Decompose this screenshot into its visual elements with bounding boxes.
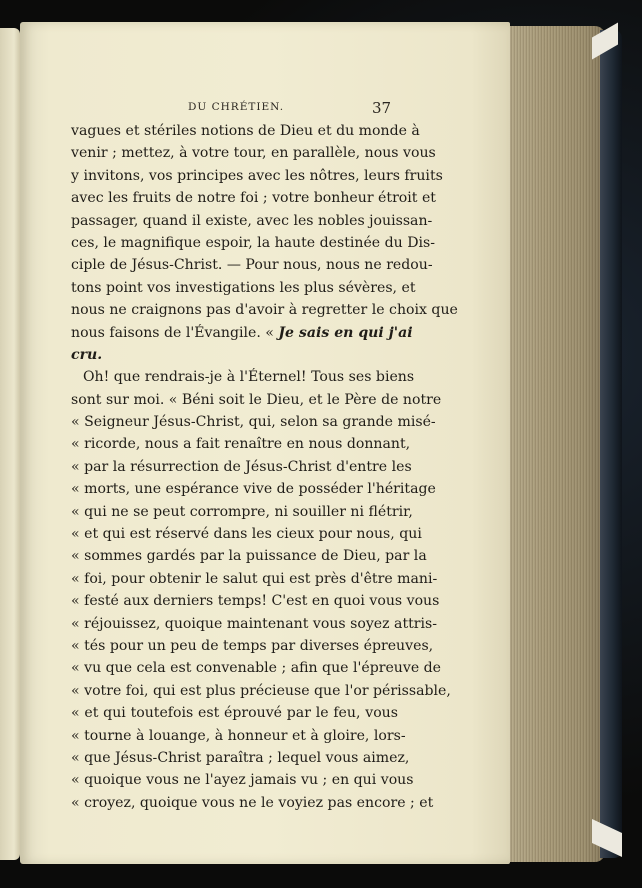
text-line	[71, 187, 436, 209]
text-line	[71, 344, 398, 366]
text-line	[71, 165, 443, 187]
running-title: DU CHRÉTIEN.	[188, 101, 285, 113]
line-text: « réjouissez, quoique maintenant vous soyez attris-	[71, 615, 438, 632]
line-text: « qui ne se peut corrompre, ni souiller ni flétrir,	[71, 503, 413, 520]
text-line	[71, 680, 451, 702]
text-line	[71, 277, 416, 299]
text-line	[71, 523, 422, 545]
text-line	[71, 635, 434, 657]
book-cover-edge	[600, 30, 622, 858]
text-line	[71, 725, 406, 747]
line-text: « tourne à louange, à honneur et à gloire, lors-	[71, 727, 406, 744]
text-line	[71, 747, 410, 769]
text-line	[71, 657, 442, 679]
text-line	[71, 456, 412, 478]
line-text: « et qui est réservé dans les cieux pour nous, qui	[71, 526, 422, 543]
text-line	[71, 792, 434, 814]
facing-page-edge	[0, 28, 20, 860]
line-text: « tés pour un peu de temps par diverses épreuves,	[71, 637, 434, 654]
line-text: ces, le magnifique espoir, la haute destinée du Dis-	[71, 234, 436, 251]
line-text: « votre foi, qui est plus précieuse que l'or périssable,	[71, 682, 451, 699]
text-line	[71, 254, 433, 276]
line-text: nous faisons de l'Évangile. «	[71, 324, 279, 341]
line-text: « croyez, quoique vous ne le voyiez pas encore ; et	[71, 794, 434, 811]
line-text: « foi, pour obtenir le salut qui est près d'être mani-	[71, 570, 438, 587]
line-text: « festé aux derniers temps! C'est en quoi vous vous	[71, 593, 440, 610]
italic-quote: cru.	[71, 346, 103, 363]
line-text: « morts, une espérance vive de posséder l'héritage	[71, 481, 436, 498]
text-line	[71, 299, 458, 321]
text-line	[71, 142, 436, 164]
line-text: « par la résurrection de Jésus-Christ d'entre les	[71, 458, 412, 475]
book-page-edges	[505, 26, 605, 862]
line-text: nous ne craignons pas d'avoir à regretter le choix que	[71, 302, 458, 319]
line-text: avec les fruits de notre foi ; votre bonheur étroit et	[71, 190, 436, 207]
text-line	[71, 769, 414, 791]
line-text: vagues et stériles notions de Dieu et du monde à	[71, 123, 420, 139]
line-text: « et qui toutefois est éprouvé par le feu, vous	[71, 705, 398, 722]
line-text: « vu que cela est convenable ; afin que l'épreuve de	[71, 660, 442, 677]
italic-quote: Je sais en qui j'ai	[278, 324, 413, 341]
text-line	[71, 433, 411, 455]
text-line	[71, 232, 436, 254]
text-line	[71, 568, 438, 590]
text-line	[71, 411, 436, 433]
line-text: « sommes gardés par la puissance de Dieu, par la	[71, 548, 427, 565]
line-text: « quoique vous ne l'ayez jamais vu ; en qui vous	[71, 772, 414, 789]
line-text: « Seigneur Jésus-Christ, qui, selon sa grande misé-	[71, 414, 436, 431]
text-line	[71, 366, 415, 388]
text-line	[71, 545, 427, 567]
line-text: ciple de Jésus-Christ. — Pour nous, nous ne redou-	[71, 257, 433, 274]
text-line	[71, 322, 413, 344]
line-text: sont sur moi. « Béni soit le Dieu, et le Père de notre	[71, 391, 442, 408]
line-text: « que Jésus-Christ paraîtra ; lequel vous aimez,	[71, 749, 410, 766]
text-line	[71, 501, 413, 523]
page-number: 37	[372, 99, 392, 117]
text-line	[71, 389, 442, 411]
text-line	[71, 478, 436, 500]
text-line	[71, 210, 433, 232]
body-text	[71, 120, 458, 814]
text-line	[71, 613, 438, 635]
line-text: « ricorde, nous a fait renaître en nous donnant,	[71, 436, 411, 453]
line-text: y invitons, vos principes avec les nôtres, leurs fruits	[71, 167, 443, 184]
line-text: passager, quand il existe, avec les nobles jouissan-	[71, 212, 433, 229]
line-text: Oh! que rendrais-je à l'Éternel! Tous ses biens	[83, 369, 415, 386]
text-line	[71, 702, 398, 724]
line-text: tons point vos investigations les plus sévères, et	[71, 279, 416, 296]
text-line	[71, 590, 440, 612]
text-line	[71, 120, 420, 142]
line-text: venir ; mettez, à votre tour, en parallèle, nous vous	[71, 145, 436, 162]
